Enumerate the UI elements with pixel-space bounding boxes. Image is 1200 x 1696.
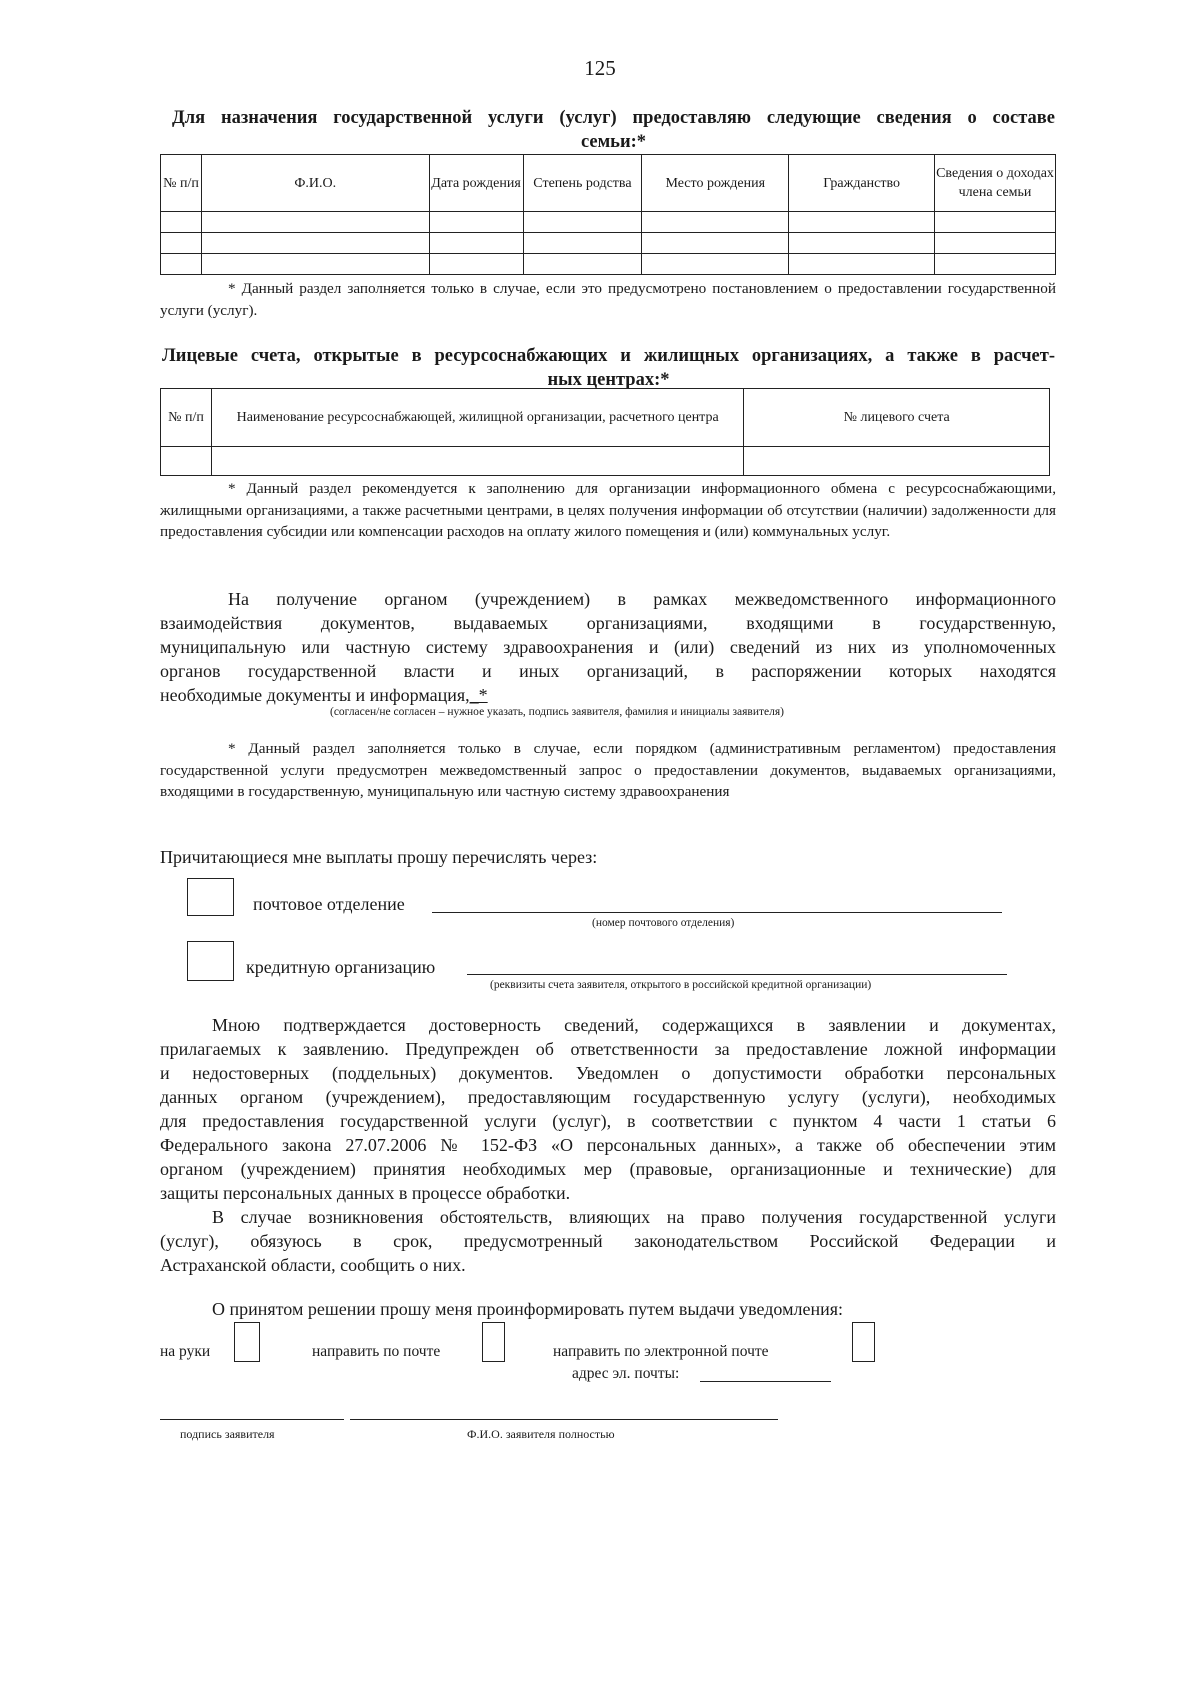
obligation-line: В случае возникновения обстоятельств, влияющих на право получения государственной услуги	[212, 1207, 1056, 1227]
family-section-note: * Данный раздел заполняется только в случае, если это предусмотрено постановлением о предоставлении государственной услуги (услуг).	[160, 280, 1056, 319]
table-row	[161, 447, 1050, 476]
table-cell[interactable]	[935, 212, 1056, 233]
table-cell[interactable]	[201, 212, 429, 233]
notification-intro: О принятом решении прошу меня проинформировать путем выдачи уведомления:	[212, 1299, 844, 1319]
table-cell[interactable]	[789, 212, 935, 233]
confirmation-line: и недостоверных (поддельных) документов. Уведомлен о допустимости обработки персональных	[160, 1063, 1056, 1083]
consent-line: На получение органом (учреждением) в рамках межведомственного информационного	[228, 589, 1056, 609]
payment-intro: Причитающиеся мне выплаты прошу перечислять через:	[160, 847, 598, 867]
notify-mail-label: направить по почте	[312, 1343, 441, 1360]
accounts-table	[160, 388, 1050, 476]
email-address-label: адрес эл. почты:	[572, 1365, 680, 1382]
column-header: Наименование ресурсоснабжающей, жилищной организации, расчетного центра	[211, 389, 743, 447]
column-header: Место рождения	[642, 155, 789, 212]
credit-org-label: кредитную организацию	[246, 957, 436, 977]
credit-org-checkbox[interactable]	[187, 941, 234, 981]
notify-email-checkbox[interactable]	[852, 1322, 875, 1362]
table-cell[interactable]	[935, 233, 1056, 254]
signature-caption: подпись заявителя	[180, 1427, 275, 1441]
obligation-line: Астраханской области, сообщить о них.	[160, 1255, 466, 1275]
table-cell[interactable]	[161, 447, 212, 476]
post-office-number-field[interactable]	[432, 912, 1002, 913]
accounts-section-note: * Данный раздел рекомендуется к заполнению для организации информационного обмена с ресурсоснабжающими, жилищными организациями, а также расчетными центрами, в целях получения информации об отсутствии (наличии) задолженности для предоставления субсидии или компенсации расходов на оплату жилого помещения и (или) коммунальных услуг.	[160, 480, 1056, 540]
credit-org-caption: (реквизиты счета заявителя, открытого в российской кредитной организации)	[490, 979, 872, 991]
consent-blank[interactable]: _*	[469, 685, 488, 705]
family-section-heading	[172, 106, 1055, 154]
notify-hand-label: на руки	[160, 1343, 211, 1360]
credit-org-details-field[interactable]	[467, 974, 1007, 975]
signature-line[interactable]	[160, 1419, 344, 1420]
column-header: № п/п	[161, 389, 212, 447]
confirmation-line: для предоставления государственной услуги (услуг), в соответствии с пунктом 4 части 1 статьи 6	[160, 1111, 1056, 1131]
notify-hand-checkbox[interactable]	[234, 1322, 260, 1362]
table-cell[interactable]	[642, 233, 789, 254]
notify-email-label: направить по электронной почте	[553, 1343, 769, 1360]
full-name-caption: Ф.И.О. заявителя полностью	[467, 1427, 615, 1441]
page-number: 125	[584, 56, 616, 80]
confirmation-paragraph	[160, 1013, 1056, 1277]
column-header: № лицевого счета	[744, 389, 1050, 447]
table-row	[161, 233, 1056, 254]
table-cell[interactable]	[744, 447, 1050, 476]
consent-line: муниципальную или частную систему здравоохранения и (или) сведений из них из уполномоченных	[160, 637, 1056, 657]
table-cell[interactable]	[523, 233, 642, 254]
table-cell[interactable]	[789, 254, 935, 275]
column-header: Ф.И.О.	[201, 155, 429, 212]
consent-line: органов государственной власти и иных организаций, в распоряжении которых находятся	[160, 661, 1056, 681]
confirmation-line: Федерального закона 27.07.2006 № 152-ФЗ «О персональных данных», а также об обеспечении этим	[160, 1135, 1056, 1155]
table-cell[interactable]	[642, 254, 789, 275]
confirmation-line: данных органом (учреждением), предоставляющим государственную услугу (услуги), необходимых	[160, 1087, 1056, 1107]
post-office-checkbox[interactable]	[187, 878, 234, 916]
table-cell[interactable]	[201, 233, 429, 254]
table-cell[interactable]	[161, 212, 202, 233]
table-cell[interactable]	[429, 233, 523, 254]
email-address-field[interactable]	[700, 1381, 831, 1382]
table-cell[interactable]	[523, 254, 642, 275]
post-office-caption: (номер почтового отделения)	[592, 917, 735, 929]
accounts-table-header	[161, 389, 1050, 447]
consent-line: необходимые документы и информация,	[160, 685, 470, 705]
accounts-heading-line1: Лицевые счета, открытые в ресурсоснабжающих и жилищных организациях, а также в расчет-	[162, 346, 1055, 366]
confirmation-line: прилагаемых к заявлению. Предупрежден об ответственности за предоставление ложной информации	[160, 1039, 1056, 1059]
obligation-line: (услуг), обязуюсь в срок, предусмотренный законодательством Российской Федерации и	[160, 1231, 1056, 1251]
table-cell[interactable]	[789, 233, 935, 254]
full-name-line[interactable]	[350, 1419, 778, 1420]
table-cell[interactable]	[429, 254, 523, 275]
table-cell[interactable]	[211, 447, 743, 476]
table-cell[interactable]	[201, 254, 429, 275]
table-row	[161, 254, 1056, 275]
notify-mail-checkbox[interactable]	[482, 1322, 505, 1362]
consent-paragraph	[160, 587, 1056, 707]
confirmation-line: защиты персональных данных в процессе обработки.	[160, 1183, 571, 1203]
confirmation-line: Мною подтверждается достоверность сведений, содержащихся в заявлении и документах,	[212, 1015, 1056, 1035]
consent-line: взаимодействия документов, выдаваемых организациями, входящими в государственную,	[160, 613, 1056, 633]
column-header: Сведения о доходах члена семьи	[935, 155, 1056, 212]
column-header: Гражданство	[789, 155, 935, 212]
accounts-section-heading	[162, 344, 1055, 392]
table-row	[161, 212, 1056, 233]
family-table-header	[161, 155, 1056, 212]
table-cell[interactable]	[935, 254, 1056, 275]
column-header: Дата рождения	[429, 155, 523, 212]
consent-note: * Данный раздел заполняется только в случае, если порядком (административным регламентом) предоставления государственной услуги предусмотрен межведомственный запрос о предоставлении документов, выдаваемых организациями, входящими в государственную, муниципальную или частную систему здравоохранения	[160, 740, 1056, 800]
family-table	[160, 154, 1056, 275]
table-cell[interactable]	[429, 212, 523, 233]
post-office-label: почтовое отделение	[253, 894, 405, 914]
table-cell[interactable]	[523, 212, 642, 233]
table-cell[interactable]	[161, 254, 202, 275]
family-heading-line2: семьи:*	[580, 132, 647, 152]
consent-last-line	[160, 683, 1056, 707]
column-header: Степень родства	[523, 155, 642, 212]
accounts-heading-line2: ных центрах:*	[547, 370, 670, 390]
confirmation-line: органом (учреждением) принятия необходимых мер (правовые, организационные и технические) для	[160, 1159, 1056, 1179]
table-cell[interactable]	[161, 233, 202, 254]
table-cell[interactable]	[642, 212, 789, 233]
consent-caption: (согласен/не согласен – нужное указать, подпись заявителя, фамилия и инициалы заявителя)	[330, 706, 784, 718]
family-heading-line1: Для назначения государственной услуги (услуг) предоставляю следующие сведения о составе	[172, 108, 1055, 128]
column-header: № п/п	[161, 155, 202, 212]
